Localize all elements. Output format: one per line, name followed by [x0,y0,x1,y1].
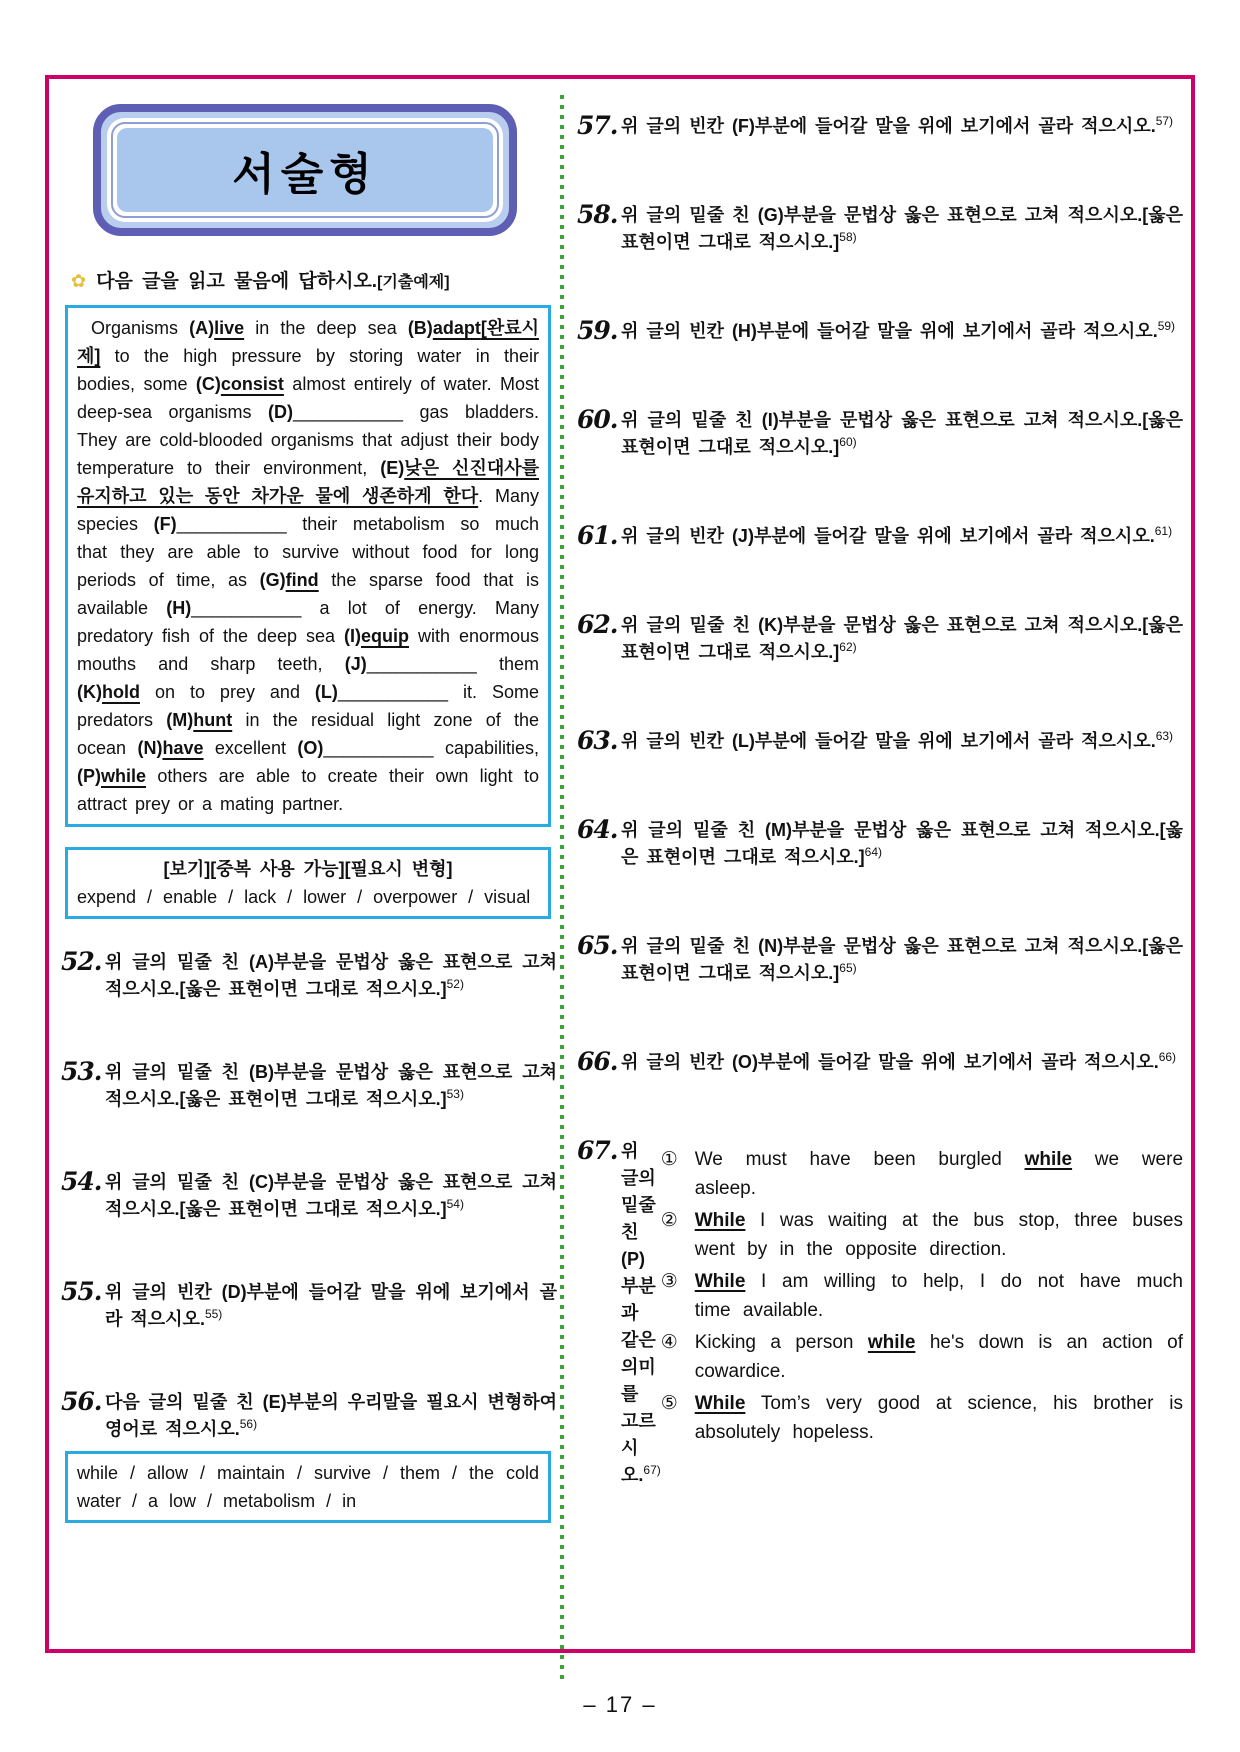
question-text-body: 위 글의 빈칸 (F)부분에 들어갈 말을 위에 보기에서 골라 적으시오. [621,116,1156,136]
choice-number: ⑤ [660,1393,678,1414]
footnote-ref: 65) [839,961,857,975]
passage-box [65,305,551,827]
question-64 [577,817,1183,871]
while-term: while [1024,1149,1073,1170]
passage-segment: a lot of energy. Many predatory fish of the deep sea [77,598,539,646]
passage-segment: ___________ [323,738,434,758]
choice-text [695,1328,1183,1386]
underlined-term: live [214,318,245,338]
passage-segment: (L) [314,682,338,702]
question-number: 52. [61,947,102,976]
passage-segment: others are able to create their own light to attract prey or a mating partner. [77,766,539,814]
passage-segment: gas bladders. They are cold-blooded organisms that adjust their body temperature to their environment, [77,402,540,478]
question-number: 54. [61,1167,102,1196]
question-text [621,612,1183,666]
choice-text [695,1145,1183,1203]
choice-pre: We must have been burgled [694,1149,1025,1170]
choice-4 [661,1328,1183,1386]
passage-segment: (H) [166,598,192,618]
question-list-right [577,113,1183,1489]
passage-segment: (K) [77,682,102,702]
question-60 [577,407,1183,461]
underlined-term: consist [220,374,284,394]
passage-segment: to the high pressure by storing water in their bodies, some [77,346,539,394]
footnote-ref: 57) [1155,114,1174,128]
question-number: 56. [61,1387,102,1416]
question-52 [61,949,557,1003]
footnote-ref: 58) [839,230,857,244]
passage-segment: (I) [343,626,361,646]
instruction-text: 다음 글을 읽고 물음에 답하시오. [96,271,378,292]
footnote-ref: 53) [446,1087,464,1101]
underlined-term: hunt [193,710,233,730]
question-65 [577,933,1183,987]
choice-number: ① [660,1149,678,1170]
question-text [621,817,1183,871]
word-bank-words: expend / enable / lack / lower / overpower / visual [77,887,531,907]
passage-segment: ___________ [337,682,449,702]
question-number: 63. [577,726,618,755]
word-bank-header: [보기][중복 사용 가능][필요시 변형] [163,859,453,879]
question-61 [577,523,1183,550]
word-bank-words: while / allow / maintain / survive / them / the cold water / a low / metabolism / in [77,1463,539,1511]
question-text-body: 위 글의 밑줄 친 (B)부분을 문법상 옳은 표현으로 고쳐 적으시오.[옳은 표현이면 그대로 적으시오.] [105,1062,557,1109]
question-text-body: 위 글의 빈칸 (O)부분에 들어갈 말을 위에 보기에서 골라 적으시오. [621,1052,1159,1072]
choice-number: ③ [660,1271,678,1292]
question-text-body: 위 글의 빈칸 (J)부분에 들어갈 말을 위에 보기에서 골라 적으시오. [621,526,1155,546]
question-number: 59. [577,316,618,345]
section-title-box [93,104,517,236]
footnote-ref: 61) [1154,524,1173,538]
passage-segment: it. Some predators [77,682,539,730]
passage-segment: on to prey and [140,682,315,702]
question-text [105,1169,557,1223]
footnote-ref: 67) [643,1463,661,1477]
question-56 [61,1389,557,1443]
choice-number: ④ [660,1332,678,1353]
question-number: 58. [577,200,618,229]
question-54 [61,1169,557,1223]
question-text [621,728,1183,755]
choice-post: we were asleep. [694,1149,1184,1199]
choice-1 [661,1145,1183,1203]
question-text-body: 위 글의 빈칸 (L)부분에 들어갈 말을 위에 보기에서 골라 적으시오. [621,731,1156,751]
passage-segment: in the residual light zone of the ocean [77,710,539,758]
question-62 [577,612,1183,666]
question-text [105,1389,557,1443]
question-58 [577,202,1183,256]
question-text [105,949,557,1003]
question-text-body: 위 글의 밑줄 친 (N)부분을 문법상 옳은 표현으로 고쳐 적으시오.[옳은 표현이면 그대로 적으시오.] [621,936,1183,983]
footnote-ref: 55) [204,1307,223,1321]
footnote-ref: 54) [446,1197,464,1211]
footnote-ref: 63) [1155,729,1174,743]
choice-post: I am willing to help, I do not have much time available. [694,1271,1183,1321]
question-number: 62. [577,610,618,639]
question-text-body: 위 글의 밑줄 친 (M)부분을 문법상 옳은 표현으로 고쳐 적으시오.[옳은 표현이면 그대로 적으시오.] [621,820,1183,867]
question-number: 55. [61,1277,102,1306]
page-frame [45,75,1195,1653]
question-text [621,1138,661,1489]
footnote-ref: 52) [446,977,464,991]
column-divider [560,95,564,1679]
question-text [621,318,1183,345]
passage-segment: (F) [153,514,177,534]
passage-segment: ___________ [366,654,477,674]
choice-number: ② [660,1210,678,1231]
while-term: While [694,1271,746,1292]
question-number: 53. [61,1057,102,1086]
question-number: 65. [577,931,618,960]
footnote-ref: 56) [239,1417,258,1431]
question-67 [577,1138,1183,1489]
question-text-body: 위 글의 밑줄 친 (A)부분을 문법상 옳은 표현으로 고쳐 적으시오.[옳은 표현이면 그대로 적으시오.] [105,952,557,999]
footnote-ref: 60) [839,435,857,449]
passage-segment: (E) [380,458,405,478]
choice-2 [661,1206,1183,1264]
passage-segment: the sparse food that is available [77,570,539,618]
while-term: while [867,1332,916,1353]
choice-pre: Kicking a person [694,1332,868,1353]
underlined-term: have [162,738,204,758]
choice-text [695,1267,1183,1325]
underlined-term: 낮은 신진대사를 유지하고 있는 동안 차가운 물에 생존하게 한다 [77,458,539,506]
word-bank-1 [65,847,551,919]
question-text [105,1059,557,1113]
question-53 [61,1059,557,1113]
question-number: 60. [577,405,618,434]
question-text-body: 위 글의 밑줄 친 (C)부분을 문법상 옳은 표현으로 고쳐 적으시오.[옳은 표현이면 그대로 적으시오.] [105,1172,557,1219]
passage-segment: (J) [344,654,367,674]
footnote-ref: 64) [864,845,882,859]
passage-text [77,314,539,818]
footnote-ref: 59) [1157,319,1176,333]
question-number: 66. [577,1047,618,1076]
instruction-tag: [기출예제] [377,274,450,291]
passage-segment: their metabolism so much that they are able to survive without food for long periods of time, as [77,514,539,590]
question-59 [577,318,1183,345]
passage-segment: capabilities, [433,738,539,758]
question-number: 64. [577,815,618,844]
underlined-term: equip [360,626,409,646]
underlined-term: [완료시제] [77,318,539,366]
question-text [105,1279,557,1333]
choice-list [661,1142,1183,1447]
question-55 [61,1279,557,1333]
page-title: 서술형 [232,150,378,199]
question-text [621,1049,1183,1076]
question-text-body: 위 글의 빈칸 (H)부분에 들어갈 말을 위에 보기에서 골라 적으시오. [621,321,1158,341]
choice-post: he's down is an action of cowardice. [694,1332,1183,1382]
passage-segment: . Many species [77,486,539,534]
word-bank-2 [65,1451,551,1523]
passage-segment: almost entirely of water. Most deep-sea organisms [77,374,540,422]
passage-segment: ___________ [191,598,302,618]
passage-segment: (B) [407,318,433,338]
choice-post: Tom’s very good at science, his brother is absolutely hopeless. [694,1393,1183,1443]
question-text [621,933,1183,987]
while-term: While [694,1393,746,1414]
question-text [621,202,1183,256]
page-number: – 17 – [583,1692,657,1717]
instruction-line [71,266,557,293]
question-text-body: 위 글의 밑줄 친 (P)부분과 같은 의미를 고르시오. [621,1141,656,1485]
passage-segment: (N) [137,738,163,758]
passage-segment: Organisms [91,318,190,338]
question-number: 67. [577,1136,618,1165]
footnote-ref: 66) [1158,1050,1177,1064]
passage-segment: (O) [297,738,324,758]
question-text [621,523,1183,550]
question-number: 61. [577,521,618,550]
passage-segment: ___________ [176,514,287,534]
while-term: While [694,1210,746,1231]
flower-icon: ✿ [71,271,87,291]
passage-segment: excellent [203,738,298,758]
footnote-ref: 62) [839,640,857,654]
underlined-term: find [285,570,319,590]
question-text-body: 위 글의 밑줄 친 (I)부분을 문법상 옳은 표현으로 고쳐 적으시오.[옳은 표현이면 그대로 적으시오.] [621,410,1183,457]
question-number: 57. [577,111,618,140]
choice-5 [661,1389,1183,1447]
question-text-body: 다음 글의 밑줄 친 (E)부분의 우리말을 필요시 변형하여 영어로 적으시오. [105,1392,557,1439]
choice-text [695,1389,1183,1447]
passage-segment: (M) [166,710,194,730]
passage-segment: (G) [259,570,286,590]
passage-segment: ___________ [292,402,404,422]
left-column [61,79,557,1523]
question-list-left [61,949,557,1443]
question-text [621,113,1183,140]
right-column [577,79,1183,1551]
passage-segment: in the deep sea [244,318,408,338]
passage-segment: (A) [189,318,215,338]
choice-text [695,1206,1183,1264]
question-63 [577,728,1183,755]
passage-segment: with enormous mouths and sharp teeth, [77,626,539,674]
passage-segment: (P) [77,766,101,786]
question-text-body: 위 글의 빈칸 (D)부분에 들어갈 말을 위에 보기에서 골라 적으시오. [105,1282,557,1329]
question-66 [577,1049,1183,1076]
question-text [621,407,1183,461]
passage-segment: (D) [267,402,293,422]
question-text-body: 위 글의 밑줄 친 (K)부분을 문법상 옳은 표현으로 고쳐 적으시오.[옳은 표현이면 그대로 적으시오.] [621,615,1183,662]
underlined-term: while [101,766,147,786]
question-57 [577,113,1183,140]
choice-3 [661,1267,1183,1325]
choice-post: I was waiting at the bus stop, three buses went by in the opposite direction. [694,1210,1183,1260]
question-text-body: 위 글의 밑줄 친 (G)부분을 문법상 옳은 표현으로 고쳐 적으시오.[옳은 표현이면 그대로 적으시오.] [621,205,1183,252]
passage-segment: them [476,654,539,674]
passage-segment: (C) [195,374,221,394]
underlined-term: adapt [432,318,481,338]
underlined-term: hold [102,682,140,702]
